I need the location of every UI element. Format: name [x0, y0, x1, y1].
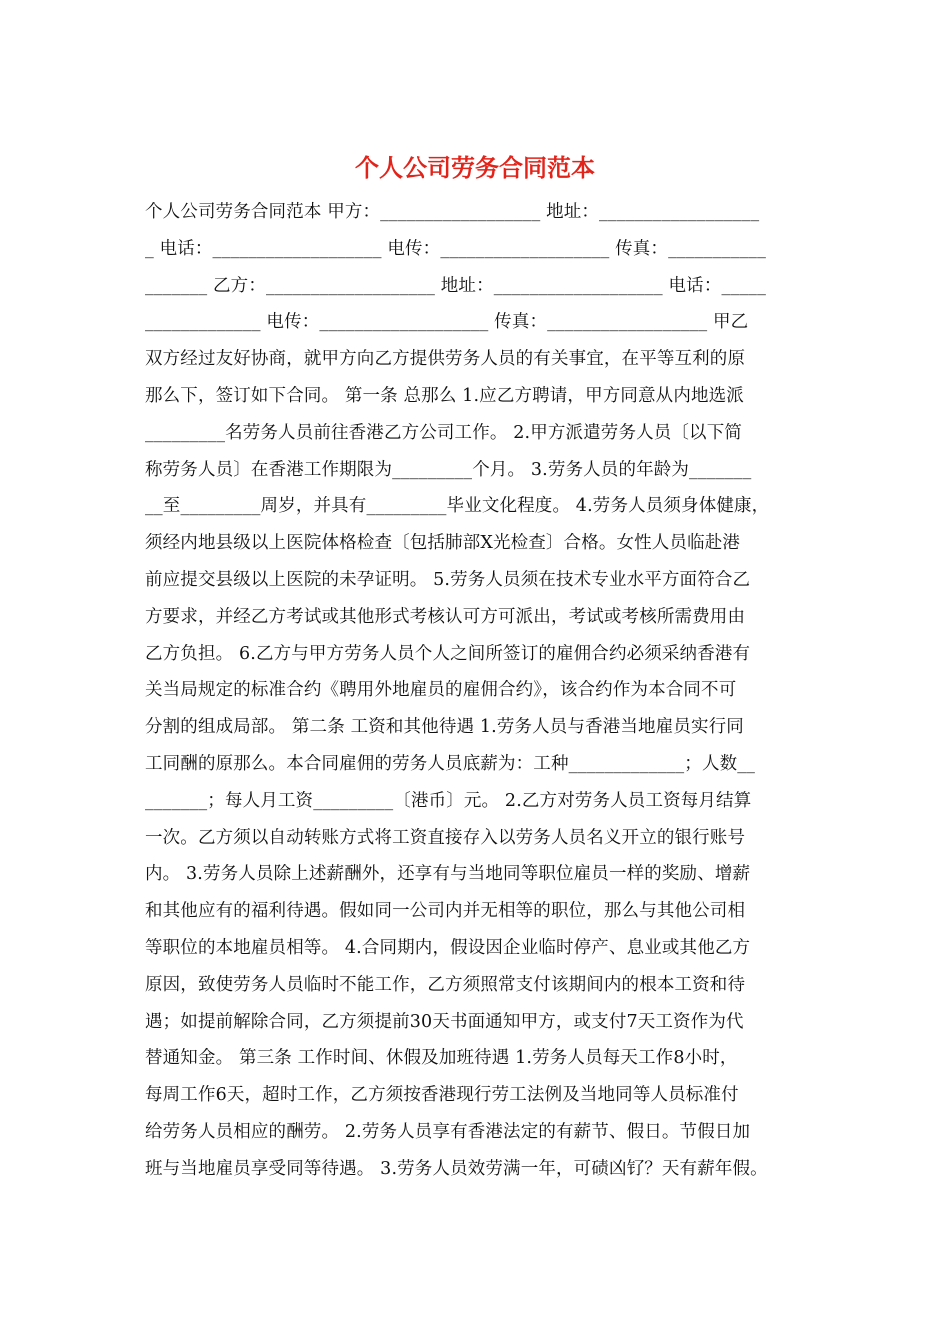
text-line: 前应提交县级以上医院的未孕证明。 5.劳务人员须在技术专业水平方面符合乙 [145, 569, 751, 590]
text-line: _______ 乙方：___________________ 地址：___________________ 电话：_____ [145, 275, 766, 296]
text-line: 给劳务人员相应的酬劳。 2.劳务人员享有香港法定的有薪节、假日。节假日加 [145, 1121, 751, 1142]
text-line: 称劳务人员〕在香港工作期限为_________个月。 3.劳务人员的年龄为_______ [145, 459, 752, 480]
document-body [145, 194, 810, 1188]
text-line: 和其他应有的福利待遇。假如同一公司内并无相等的职位，那么与其他公司相 [145, 901, 746, 922]
document-title: 个人公司劳务合同范本 [355, 154, 595, 182]
text-line: 内。 3.劳务人员除上述薪酬外，还享有与当地同等职位雇员一样的奖励、增薪 [145, 864, 751, 885]
text-line: 每周工作6天，超时工作，乙方须按香港现行劳工法例及当地同等人员标准付 [145, 1085, 739, 1106]
text-line: 关当局规定的标准合约《聘用外地雇员的雇佣合约》，该合约作为本合同不可 [145, 680, 737, 701]
text-line: 等职位的本地雇员相等。 4.合同期内，假设因企业临时停产、息业或其他乙方 [145, 937, 751, 958]
text-line: 那么下，签订如下合同。 第一条 总那么 1.应乙方聘请，甲方同意从内地选派 [145, 385, 744, 406]
text-line: 工同酬的原那么。本合同雇佣的劳务人员底薪为：工种_____________；人数__ [145, 753, 756, 774]
text-line: 替通知金。 第三条 工作时间、休假及加班待遇 1.劳务人员每天工作8小时， [145, 1048, 738, 1069]
text-line: 双方经过友好协商，就甲方向乙方提供劳务人员的有关事宜，在平等互利的原 [145, 349, 746, 370]
text-line: 班与当地雇员享受同等待遇。 3.劳务人员效劳满一年，可碛凶钌？天有薪年假。 [145, 1158, 768, 1179]
text-line: _ 电话：___________________ 电传：___________________ 传真：___________ [145, 238, 766, 259]
text-line: _____________ 电传：___________________ 传真：__________________ 甲乙 [145, 312, 749, 333]
text-line: 个人公司劳务合同范本 甲方：__________________ 地址：__________________ [145, 202, 760, 222]
text-line: 须经内地县级以上医院体格检查〔包括肺部X光检查〕合格。女性人员临赴港 [145, 533, 741, 554]
text-line: _________名劳务人员前往香港乙方公司工作。 2.甲方派遣劳务人员〔以下简 [145, 422, 743, 443]
text-line: __至_________周岁，并具有_________毕业文化程度。 4.劳务人员须身体健康， [145, 496, 770, 517]
text-line: 原因，致使劳务人员临时不能工作，乙方须照常支付该期间内的根本工资和待 [145, 974, 746, 995]
text-line: _______；每人月工资_________〔港币〕元。 2.乙方对劳务人员工资每月结算 [145, 790, 752, 811]
text-line: 方要求，并经乙方考试或其他形式考核认可方可派出，考试或考核所需费用由 [145, 606, 746, 627]
text-line: 分割的组成局部。 第二条 工资和其他待遇 1.劳务人员与香港当地雇员实行同 [145, 717, 744, 738]
text-line: 一次。乙方须以自动转账方式将工资直接存入以劳务人员名义开立的银行账号 [145, 827, 746, 848]
text-line: 遇；如提前解除合同，乙方须提前30天书面通知甲方，或支付7天工资作为代 [145, 1011, 744, 1032]
text-line: 乙方负担。 6.乙方与甲方劳务人员个人之间所签订的雇佣合约必须采纳香港有 [145, 643, 751, 664]
